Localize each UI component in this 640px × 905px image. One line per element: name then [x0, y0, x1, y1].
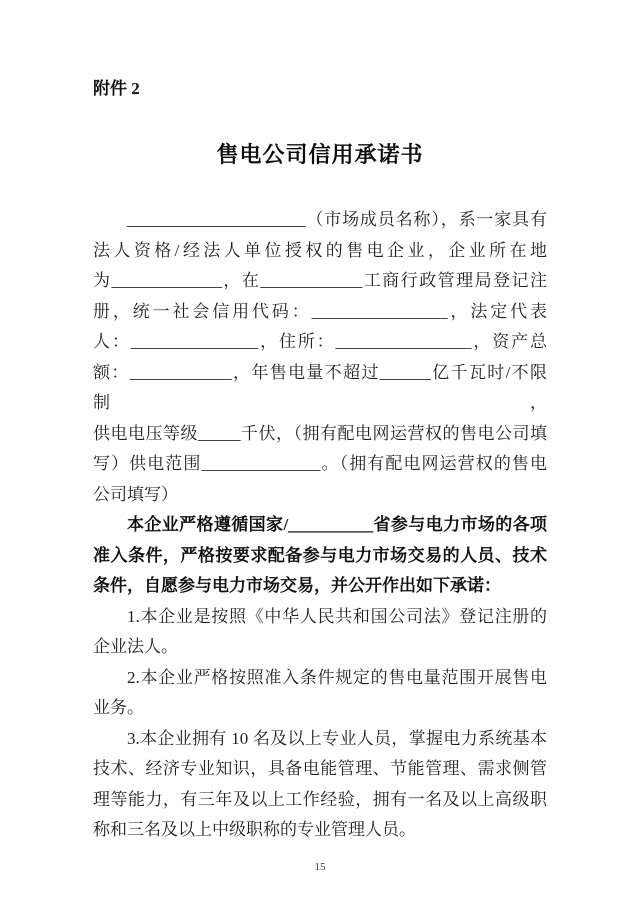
text-line: 条件，自愿参与电力市场交易，并公开作出如下承诺： — [93, 576, 501, 595]
text-line: 写）供电范围______________。（拥有配电网运营权的售电 — [93, 454, 547, 473]
paragraph — [93, 510, 547, 602]
text-line: _____________________（市场成员名称），系一家具有 — [127, 210, 547, 229]
document-body — [93, 205, 547, 846]
text-line: 准入条件，严格按要求配备参与电力市场交易的人员、技术 — [93, 545, 547, 565]
text-line: 公司填写） — [93, 484, 178, 504]
text-line: 技术、经济专业知识，具备电能管理、节能管理、需求侧管 — [93, 759, 547, 778]
text-line: 为_____________，在____________工商行政管理局登记注 — [93, 271, 547, 290]
text-line: 2.本企业严格按照准入条件规定的售电量范围开展售电 — [127, 667, 547, 687]
text-line: 理等能力，有三年及以上工作经验，拥有一名及以上高级职 — [93, 789, 547, 809]
paragraph — [93, 663, 547, 724]
text-line: 企业法人。 — [93, 637, 178, 656]
text-line: 本企业严格遵循国家/__________省参与电力市场的各项 — [127, 515, 547, 534]
page-number: 15 — [314, 860, 326, 873]
attachment-label: 附件 2 — [93, 79, 140, 98]
document-title: 售电公司信用承诺书 — [216, 142, 424, 167]
text-line: 法人资格/经法人单位授权的售电企业，企业所在地 — [93, 240, 547, 260]
text-line: 供电电压等级_____千伏，（拥有配电网运营权的售电公司填 — [93, 423, 547, 443]
text-line: 业务。 — [93, 698, 144, 717]
text-line: 称和三名及以上中级职称的专业管理人员。 — [93, 820, 416, 839]
text-line: 人：_______________，住所：________________，资产总 — [93, 332, 547, 351]
text-line: 1.本企业是按照《中华人民共和国公司法》登记注册的 — [127, 606, 547, 626]
text-line: 3.本企业拥有 10 名及以上专业人员，掌握电力系统基本 — [127, 728, 547, 748]
text-line: 额：____________，年售电量不超过______亿千瓦时/不限制， — [93, 362, 547, 412]
paragraph — [93, 205, 547, 510]
text-line: 册，统一社会信用代码：________________，法定代表 — [93, 301, 547, 321]
paragraph — [93, 602, 547, 663]
paragraph — [93, 724, 547, 846]
